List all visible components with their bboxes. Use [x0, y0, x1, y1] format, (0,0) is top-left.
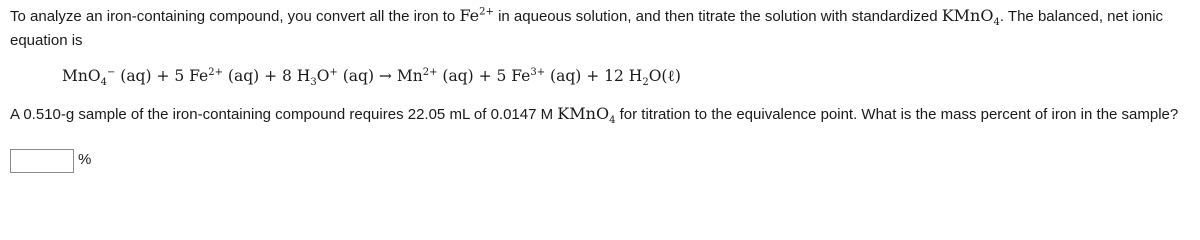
eq-h3o-sub: 3 — [310, 77, 317, 89]
fe2-ion — [459, 6, 493, 25]
kmno4-symbol: KMnO — [941, 6, 994, 25]
eq-mno4-charge: − — [106, 66, 116, 78]
eq-mno4-sub: 4 — [100, 77, 107, 89]
answer-input[interactable] — [10, 149, 74, 173]
intro-end-text: . The balanced, net ionic equation is — [10, 8, 1164, 49]
eq-fe3-charge: 3+ — [530, 66, 546, 78]
fe2-symbol: Fe — [459, 6, 480, 25]
eq-h2o-sub: 2 — [642, 77, 649, 89]
kmno4-formula — [941, 6, 1000, 29]
problem-statement — [10, 4, 1190, 53]
question-kmno4-subscript: 4 — [609, 115, 616, 127]
eq-term-fe3: (aq) + 5 Fe — [442, 67, 531, 85]
fe2-charge: 2+ — [479, 6, 494, 18]
eq-h2o-end: O(ℓ) — [648, 67, 681, 85]
intro-mid-text: in aqueous solution, and then titrate the solution with standardized — [498, 8, 938, 25]
eq-term-h2o: (aq) + 12 H — [550, 67, 643, 85]
percent-unit: % — [78, 151, 92, 168]
answer-row — [10, 149, 91, 173]
question-text — [10, 102, 1190, 127]
eq-mn2-charge: 2+ — [422, 66, 438, 78]
eq-h3o-o: O — [316, 67, 330, 85]
eq-fe2-charge: 2+ — [208, 66, 223, 78]
eq-term-fe2: (aq) + 5 Fe — [120, 67, 209, 85]
question-part1: A 0.510-g sample of the iron-containing compound requires 22.05 mL of 0.0147 M — [10, 106, 554, 123]
eq-term-mn2: (aq) → Mn — [342, 67, 423, 85]
eq-term-h3o: (aq) + 8 H — [227, 67, 311, 85]
intro-text: To analyze an iron-containing compound, you convert all the iron to — [10, 8, 456, 25]
question-kmno4-formula — [557, 104, 616, 127]
eq-h3o-charge: + — [329, 66, 338, 78]
kmno4-subscript: 4 — [993, 17, 1000, 29]
net-ionic-equation — [62, 64, 681, 88]
eq-mno4: MnO — [62, 67, 101, 85]
question-kmno4-symbol: KMnO — [557, 104, 610, 123]
question-part2: for titration to the equivalence point. What is the mass percent of iron in the sample? — [619, 106, 1179, 123]
